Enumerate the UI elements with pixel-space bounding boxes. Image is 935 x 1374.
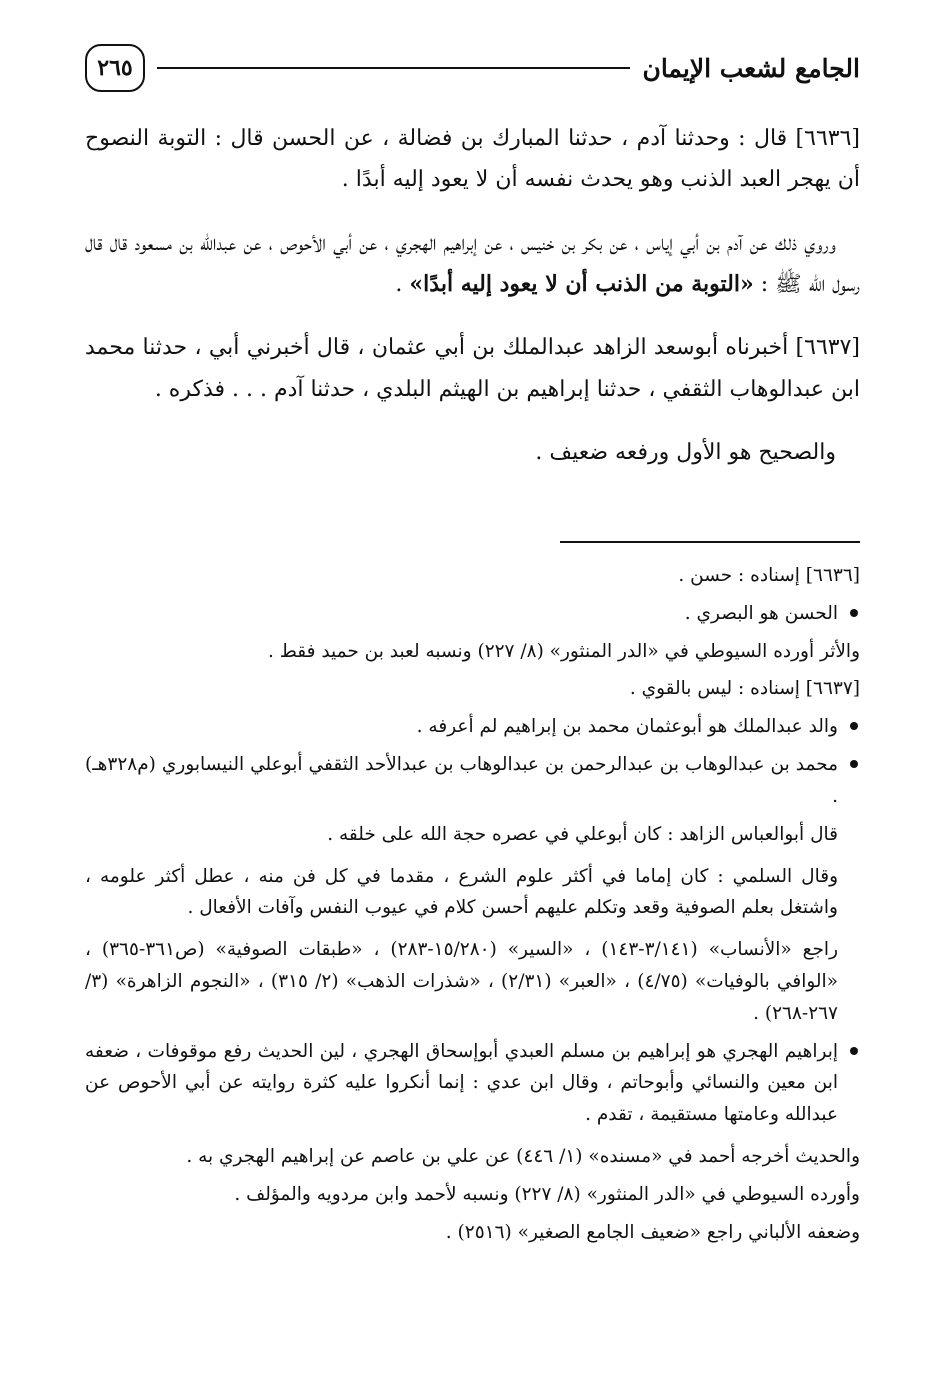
header-rule bbox=[157, 67, 630, 69]
main-text bbox=[85, 118, 860, 496]
footnote-6637-quote-1: قال أبوالعباس الزاهد : كان أبوعلي في عصره حجة الله على خلقه . bbox=[327, 823, 838, 845]
running-title: الجامع لشعب الإيمان bbox=[642, 53, 860, 83]
footnote-6636-grade: [٦٦٣٦] إسناده : حسن . bbox=[678, 565, 860, 586]
footnote-takhrij-1: والحديث أخرجه أحمد في «مسنده» (١/ ٤٤٦) عن علي بن عاصم عن إبراهيم الهجري به . bbox=[186, 1146, 860, 1167]
footnote-6636-bullet-1: الحسن هو البصري . bbox=[85, 598, 860, 630]
bullet-icon bbox=[850, 722, 858, 730]
paragraph-conclusion: والصحيح هو الأول ورفعه ضعيف . bbox=[535, 440, 836, 466]
footnotes bbox=[85, 560, 860, 1254]
footnote-6637-references: راجع «الأنساب» (٣/١٤١-١٤٣) ، «السير» (١٥/٢٨٠-٢٨٣) ، «طبقات الصوفية» (ص٣٦١-٣٦٥) ، «الوافي بالوفيات» (٤/٧٥) ، «العبر» (٢/٣١) ، «شذرات الذهب» (٢/ ٣١٥) ، «النجوم الزاهرة» (٣/ ٢٦٧-٢٦٨) . bbox=[85, 939, 839, 1024]
narration-chain: وروي ذلك عن آدم بن أبي إياس ، عن بكر بن خنيس ، عن إبراهيم الهجري ، عن أبي الأحوص ، عن عبدالله بن مسعود قال قال رسول الله ﷺ : bbox=[85, 230, 860, 298]
footnote-separator bbox=[560, 541, 860, 543]
narration-end: . bbox=[395, 272, 410, 298]
footnote-6637-bullet-3: إبراهيم الهجري هو إبراهيم بن مسلم العبدي أبوإسحاق الهجري ، لين الحديث رفع موقوفات ، ضعفه ابن معين والنسائي وأبوحاتم ، وقال ابن عدي : إنما أنكروا عليه كثرة روايته عن أبي الأحوص عن عبدالله وعامتها مستقيمة ، تقدم . bbox=[85, 1036, 860, 1131]
paragraph-6637: [٦٦٣٧] أخبرناه أبوسعد الزاهد عبدالملك بن أبي عثمان ، قال أخبرني أبي ، حدثنا محمد ابن عبدالوهاب الثقفي ، حدثنا إبراهيم بن الهيثم البلدي ، حدثنا آدم . . . فذكره . bbox=[85, 335, 860, 402]
bullet-icon bbox=[850, 760, 858, 768]
bullet-icon bbox=[850, 1047, 858, 1055]
paragraph-6636: [٦٦٣٦] قال : وحدثنا آدم ، حدثنا المبارك بن فضالة ، عن الحسن قال : التوبة النصوح أن يهجر العبد الذنب وهو يحدث نفسه أن لا يعود إليه أبدًا . bbox=[85, 126, 860, 193]
footnote-6637-quote-2: وقال السلمي : كان إماما في أكثر علوم الشرع ، مقدما في كل فن منه ، عطل أكثر علومه ، واشتغل بعلم الصوفية وقعد وتكلم عليهم أحسن كلام في عيوب النفس وآفات الأفعال . bbox=[85, 865, 838, 919]
hadith-text: «التوبة من الذنب أن لا يعود إليه أبدًا» bbox=[409, 271, 754, 298]
bullet-icon bbox=[850, 609, 858, 617]
footnote-6637-bullet-2: محمد بن عبدالوهاب بن عبدالرحمن بن عبدالوهاب بن عبدالأحد الثقفي أبوعلي النيسابوري (م٣٢٨هـ) . bbox=[85, 749, 860, 813]
paragraph-narration bbox=[85, 223, 860, 306]
footnote-takhrij-3: وضعفه الألباني راجع «ضعيف الجامع الصغير» (٢٥١٦) . bbox=[445, 1221, 860, 1243]
page-header bbox=[85, 38, 860, 98]
footnote-6636-source: والأثر أورده السيوطي في «الدر المنثور» (٨/ ٢٢٧) ونسبه لعبد بن حميد فقط . bbox=[267, 640, 860, 662]
footnote-6637-bullet-1: والد عبدالملك هو أبوعثمان محمد بن إبراهيم لم أعرفه . bbox=[85, 711, 860, 743]
footnote-takhrij-2: وأورده السيوطي في «الدر المنثور» (٨/ ٢٢٧) ونسبه لأحمد وابن مردويه والمؤلف . bbox=[234, 1183, 860, 1205]
page-number: ٢٦٥ bbox=[85, 44, 145, 92]
footnote-6637-grade: [٦٦٣٧] إسناده : ليس بالقوي . bbox=[629, 678, 860, 700]
